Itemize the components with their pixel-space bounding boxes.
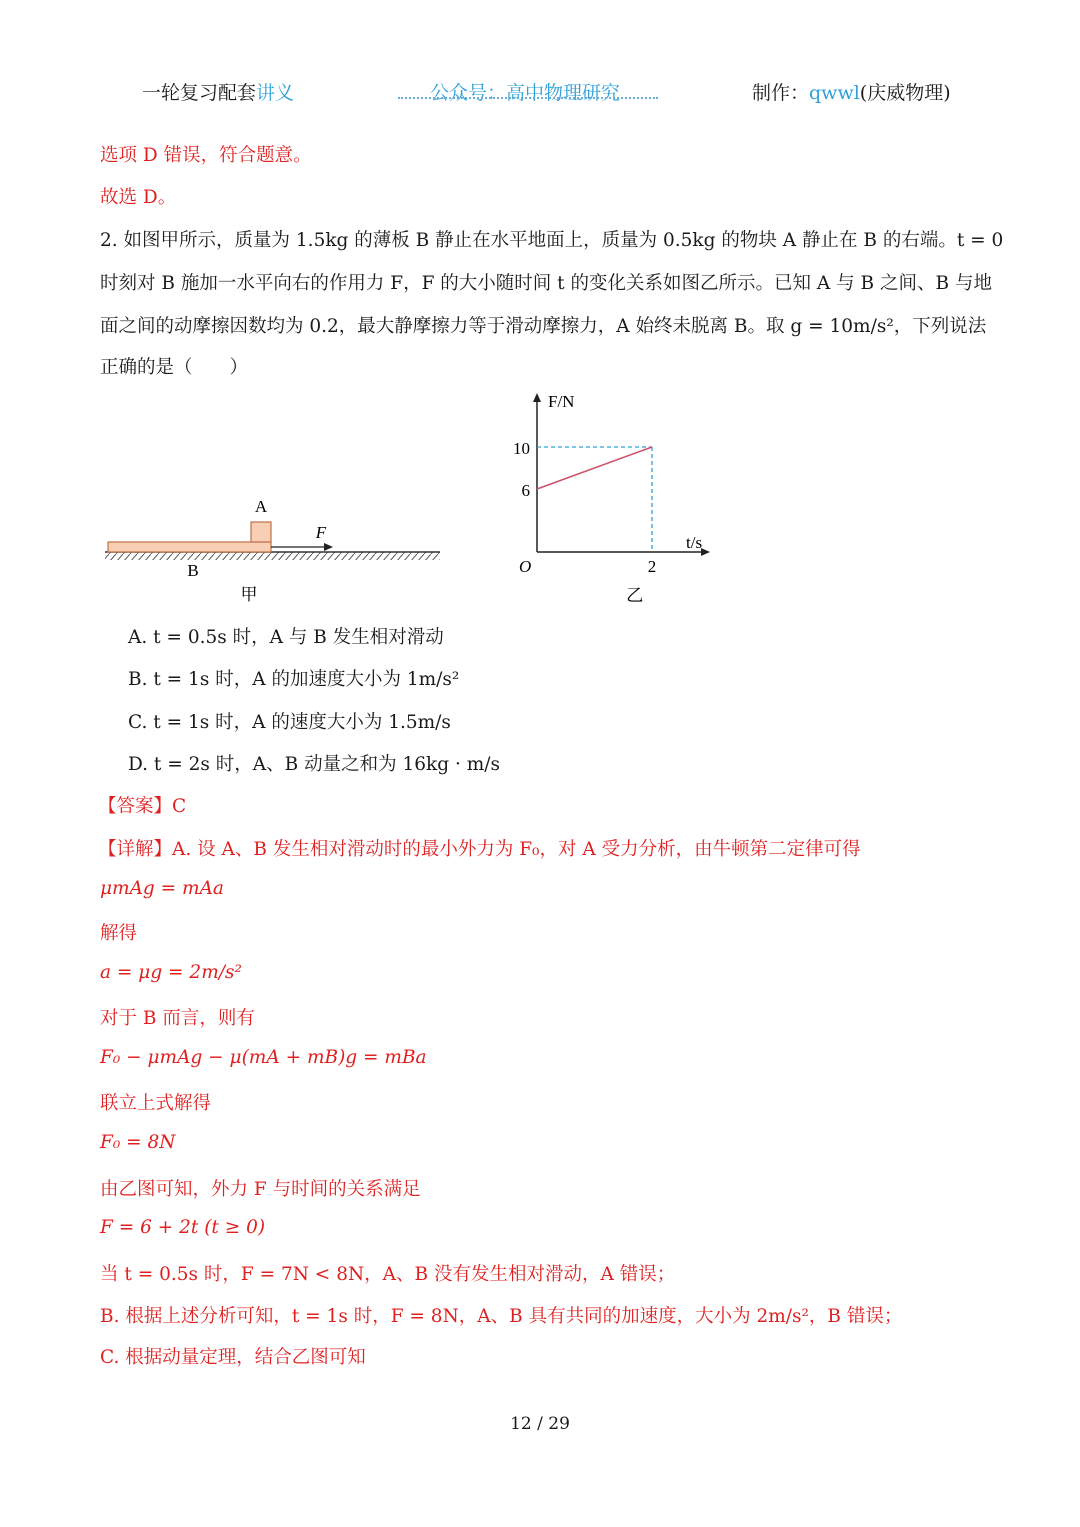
block-a [251,522,271,542]
prev-line-1: 选项 D 错误，符合题意。 [100,145,312,166]
equation-5: F = 6 + 2t (t ≥ 0) [100,1217,266,1238]
header-right [752,78,951,105]
force-time-line [537,447,652,489]
answer-label: 【答案】C [98,796,187,817]
text-relation: 由乙图可知，外力 F 与时间的关系满足 [100,1179,421,1200]
header-author-label: 制作： [752,82,810,104]
label-f: F [315,523,327,542]
label-a: A [254,497,268,516]
text-jiede-1: 解得 [100,923,138,944]
analysis-a: 当 t = 0.5s 时，F = 7N < 8N，A、B 没有发生相对滑动，A 错误； [100,1264,676,1285]
page-number: 12 / 29 [510,1414,570,1434]
equation-1: μmAg = mAa [100,878,224,899]
origin-label: O [519,557,532,576]
option-d: D. t = 2s 时，A、B 动量之和为 16kg · m/s [128,754,500,775]
header-left [142,78,294,105]
header-left-highlight: 讲义 [256,82,295,104]
label-b: B [187,561,199,580]
x-axis-arrow [701,548,710,556]
header-wechat-account: 公众号：高中物理研究 [430,82,621,104]
x-axis-label: t/s [686,533,703,552]
text-for-b: 对于 B 而言，则有 [100,1008,255,1029]
header-author-name: (庆威物理) [859,82,951,104]
option-c: C. t = 1s 时，A 的速度大小为 1.5m/s [128,712,451,733]
analysis-c: C. 根据动量定理，结合乙图可知 [100,1347,366,1368]
equation-3: F₀ − μmAg − μ(mA + mB)g = mBa [100,1047,427,1068]
y-axis-arrow [533,393,541,402]
figure-jia [95,490,455,610]
question-line-4: 正确的是（ ） [100,357,249,378]
figure-yi-chart [500,385,730,610]
force-arrow-head [324,543,333,551]
header-underline [398,97,658,99]
caption-yi: 乙 [626,586,644,606]
option-b: B. t = 1s 时，A 的加速度大小为 1m/s² [128,669,460,690]
y-tick-label-6: 6 [521,481,530,500]
equation-2: a = μg = 2m/s² [100,962,242,983]
question-line-2: 时刻对 B 施加一水平向右的作用力 F，F 的大小随时间 t 的变化关系如图乙所示。已知 A 与 B 之间、B 与地 [100,273,992,294]
header-left-title: 一轮复习配套 [142,82,257,104]
x-tick-label-2: 2 [647,557,657,576]
ground-hatching [105,552,440,560]
caption-jia: 甲 [240,585,258,605]
question-line-1: 2. 如图甲所示，质量为 1.5kg 的薄板 B 静止在水平地面上，质量为 0.5kg 的物块 A 静止在 B 的右端。t = 0 [100,230,1004,251]
prev-line-2: 故选 D。 [100,187,177,208]
y-tick-label-10: 10 [513,439,530,458]
plank-b [108,542,271,552]
header-author-handle: qwwl [809,82,860,104]
analysis-b: B. 根据上述分析可知，t = 1s 时，F = 8N，A、B 具有共同的加速度，大小为 2m/s²，B 错误； [100,1306,903,1327]
question-line-3: 面之间的动摩擦因数均为 0.2，最大静摩擦力等于滑动摩擦力，A 始终未脱离 B。取 g = 10m/s²，下列说法 [100,316,987,337]
equation-4: F₀ = 8N [100,1132,176,1153]
detail-heading: 【详解】A. 设 A、B 发生相对滑动时的最小外力为 F₀，对 A 受力分析，由牛顿第二定律可得 [98,839,861,860]
option-a: A. t = 0.5s 时，A 与 B 发生相对滑动 [128,627,444,648]
y-axis-label: F/N [548,392,575,411]
text-jiede-2: 联立上式解得 [100,1093,212,1114]
